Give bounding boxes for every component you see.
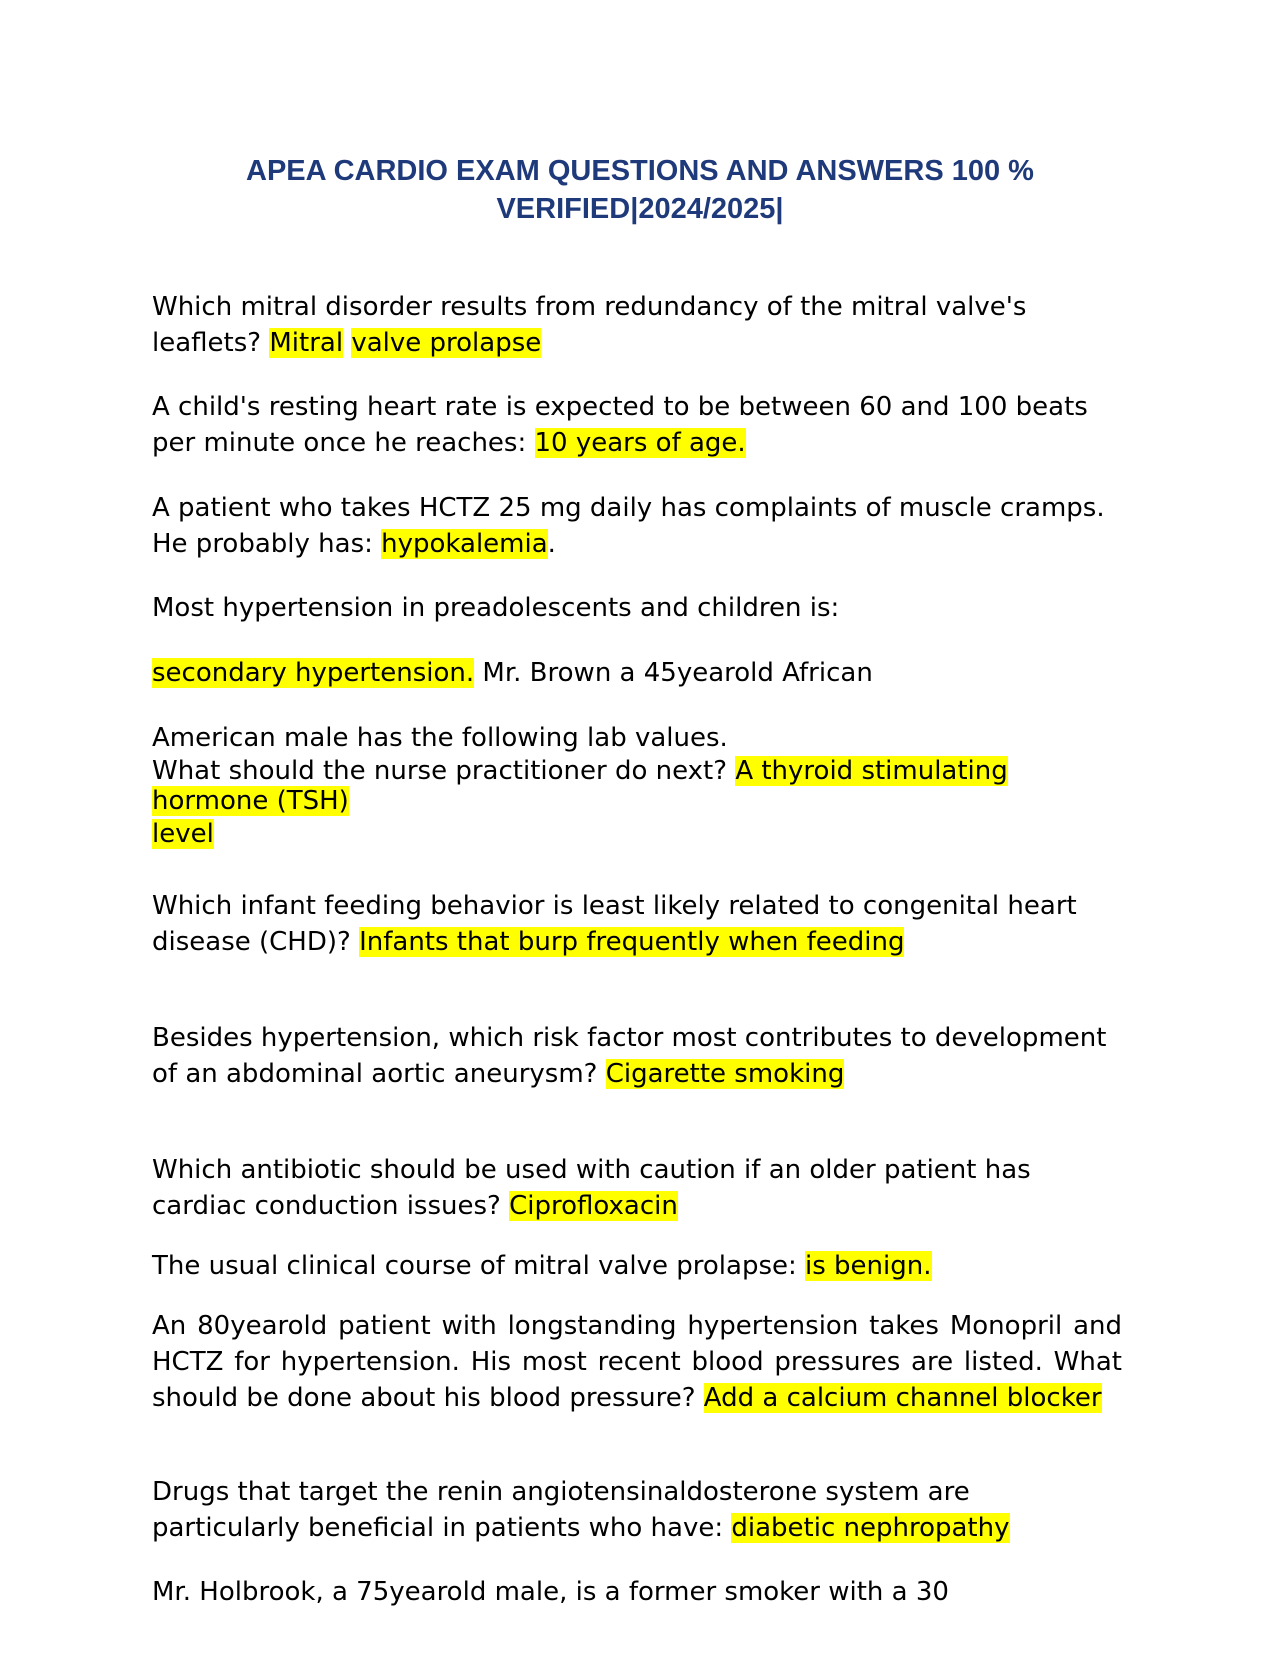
continuation-text: Mr. Brown a 45yearold African (474, 658, 873, 688)
qa-item-11 (152, 1308, 1122, 1416)
answer-trailing-text: . (547, 529, 556, 559)
answer-highlight: 10 years of age. (534, 428, 746, 458)
answer-highlight: Mitral (269, 328, 344, 358)
question-text: Which antibiotic should be used with caution if an older patient has cardiac conduction issues? (152, 1155, 1031, 1221)
question-text: American male has the following lab values. (152, 723, 728, 753)
qa-item-6 (152, 720, 1122, 852)
question-text: Besides hypertension, which risk factor most contributes to development of an abdominal aortic aneurysm? (152, 1023, 1107, 1089)
qa-item-1 (152, 289, 1122, 361)
title-line-1: APEA CARDIO EXAM QUESTIONS AND ANSWERS 100 % (246, 155, 1034, 187)
qa-item-7 (152, 888, 1122, 960)
qa-item-4 (152, 590, 1122, 626)
qa-item-13 (152, 1574, 1122, 1610)
question-text: Which infant feeding behavior is least likely related to congenital heart disease (CHD)? (152, 891, 1077, 957)
qa-item-12 (152, 1474, 1122, 1546)
document-title (130, 152, 1150, 228)
question-text: Mr. Holbrook, a 75yearold male, is a former smoker with a 30 (152, 1577, 949, 1607)
question-text: Drugs that target the renin angiotensinaldosterone system are particularly beneficial in patients who have: (152, 1477, 970, 1543)
answer-highlight: valve prolapse (351, 328, 542, 358)
qa-item-9 (152, 1152, 1122, 1224)
question-answer-line (152, 756, 1122, 816)
question-text: A child's resting heart rate is expected to be between 60 and 100 beats per minute once he reaches: (152, 392, 1088, 458)
question-text: A patient who takes HCTZ 25 mg daily has complaints of muscle cramps. He probably has: (152, 493, 1105, 559)
qa-item-3 (152, 490, 1122, 562)
qa-item-8 (152, 1020, 1122, 1092)
qa-item-10 (152, 1248, 1122, 1284)
answer-highlight: Add a calcium channel blocker (703, 1383, 1102, 1413)
answer-highlight: is benign. (805, 1251, 932, 1281)
title-line-2: VERIFIED|2024/2025| (496, 193, 784, 225)
question-text: The usual clinical course of mitral valve prolapse: (152, 1251, 797, 1281)
answer-highlight: diabetic nephropathy (731, 1513, 1010, 1543)
question-text: What should the nurse practitioner do next? (152, 756, 728, 786)
answer-highlight: secondary hypertension. (152, 658, 475, 688)
qa-item-2 (152, 389, 1122, 461)
question-text: Which mitral disorder results from redundancy of the mitral valve's leaflets? (152, 292, 1027, 358)
answer-highlight: Cigarette smoking (605, 1059, 845, 1089)
answer-highlight: hypokalemia (381, 529, 548, 559)
answer-highlight: Infants that burp frequently when feeding (359, 927, 905, 957)
qa-item-5 (152, 655, 1122, 691)
answer-highlight: A thyroid stimulating hormone (TSH) (152, 756, 1008, 816)
answer-highlight: level (152, 819, 214, 849)
question-text: An 80yearold patient with longstanding hypertension takes Monopril and HCTZ for hypertension. His most recent blood pressures are listed. What should be done about his blood pressure? (152, 1311, 1122, 1413)
answer-highlight: Ciprofloxacin (509, 1191, 678, 1221)
question-text: Most hypertension in preadolescents and children is: (152, 593, 840, 623)
